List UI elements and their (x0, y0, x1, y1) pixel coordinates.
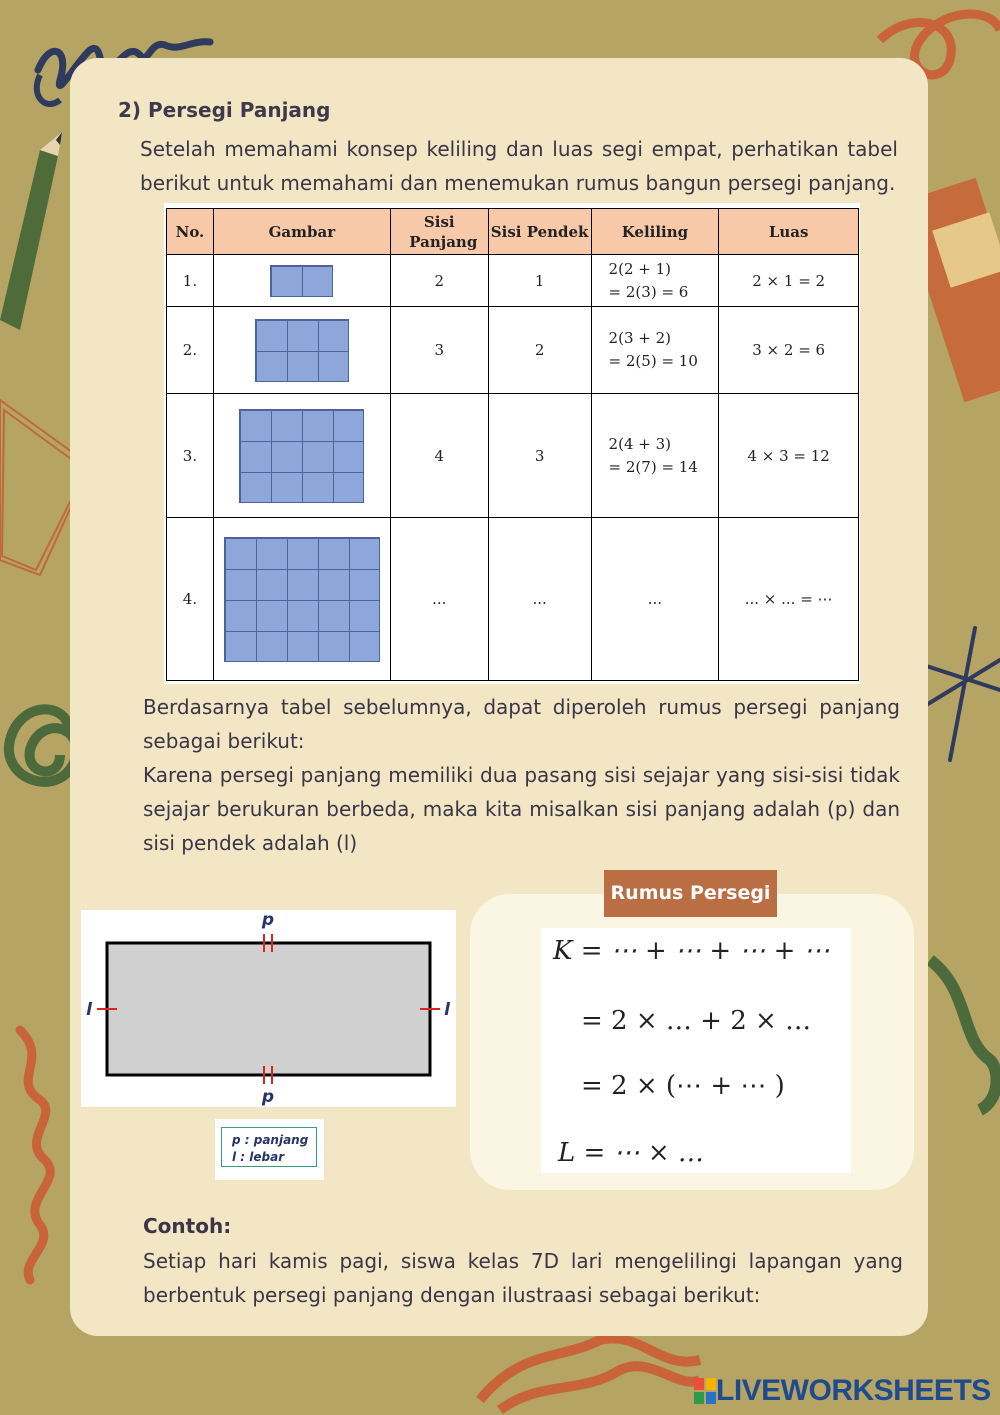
formula-k-line: K = ⋯ + ⋯ + ⋯ + ⋯ (553, 936, 830, 966)
pencil-icon (0, 132, 62, 330)
row-gambar (213, 307, 390, 394)
row-no: 4. (167, 518, 214, 681)
row-pendek: 2 (488, 307, 591, 394)
grid-rectangle (270, 265, 333, 297)
table-row (167, 255, 859, 307)
contoh-text: Setiap hari kamis pagi, siswa kelas 7D lari mengelilingi lapangan yang berbentuk persegi panjang dengan ilustraasi sebagai berikut: (143, 1249, 903, 1307)
label-left-l: l (86, 1000, 92, 1020)
row-gambar (213, 394, 390, 518)
rectangle-shape (107, 943, 430, 1075)
liveworksheets-icon (694, 1378, 716, 1404)
grid-rectangle (224, 537, 380, 662)
row-luas: 4 × 3 = 12 (719, 394, 859, 518)
row-keliling (591, 255, 719, 307)
row-luas: 3 × 2 = 6 (719, 307, 859, 394)
row-pendek: 3 (488, 394, 591, 518)
spiral-green-left (9, 709, 77, 781)
rectangle-figure (81, 910, 456, 1107)
keliling-line-2: = 2(5) = 10 (608, 352, 698, 370)
formula-paragraph-line-2: Karena persegi panjang memiliki dua pasang sisi sejajar yang sisi-sisi tidak sejajar berukuran berbeda, maka kita misalkan sisi panjang adalah (p) dan sisi pendek adalah (l) (143, 763, 900, 855)
scribble-orange-bottom (480, 1338, 700, 1410)
row-pendek: ... (488, 518, 591, 681)
main-content (70, 58, 928, 1336)
row-panjang: 4 (390, 394, 488, 518)
liveworksheets-text: LIVEWORKSHEETS (716, 1374, 991, 1407)
label-right-l: l (444, 1000, 450, 1020)
table-row (167, 394, 859, 518)
formula-paragraph (143, 690, 900, 860)
rumus-title: Rumus Persegi (604, 870, 777, 917)
row-luas: ... × ... = ⋯ (719, 518, 859, 681)
contoh-label: Contoh: (143, 1214, 232, 1238)
header-sisi-panjang-text: Sisi Panjang (409, 212, 478, 251)
header-keliling: Keliling (591, 209, 719, 255)
row-gambar (213, 518, 390, 681)
row-no: 1. (167, 255, 214, 307)
row-panjang: 3 (390, 307, 488, 394)
row-no: 3. (167, 394, 214, 518)
grid-rectangle (255, 319, 349, 382)
table-row (167, 307, 859, 394)
liveworksheets-logo[interactable] (694, 1374, 991, 1408)
row-gambar (213, 255, 390, 307)
legend-line-1: p : panjang (232, 1133, 309, 1147)
rectangle-diagram (81, 910, 456, 1107)
row-panjang: 2 (390, 255, 488, 307)
scribble-navy-loop (37, 75, 60, 104)
row-keliling (591, 394, 719, 518)
header-no: No. (167, 209, 214, 255)
row-panjang: ... (390, 518, 488, 681)
intro-paragraph: Setelah memahami konsep keliling dan luas segi empat, perhatikan tabel berikut untuk memahami dan menemukan rumus bangun persegi panjang. (140, 137, 898, 195)
keliling-line-2: = 2(7) = 14 (608, 457, 698, 476)
section-heading: 2) Persegi Panjang (118, 98, 331, 122)
data-table (166, 208, 859, 681)
header-sisi-panjang (390, 209, 488, 255)
row-pendek: 1 (488, 255, 591, 307)
keliling-line-2: = 2(3) = 6 (608, 282, 689, 301)
legend-line-2: l : lebar (232, 1150, 285, 1164)
row-no: 2. (167, 307, 214, 394)
keliling-line-1: 2(2 + 1) (608, 259, 671, 278)
label-bottom-p: p (261, 1087, 275, 1107)
formula-l-line: L = ⋯ × … (558, 1138, 704, 1168)
leaf-green-right (930, 960, 997, 1110)
row-luas: 2 × 1 = 2 (719, 255, 859, 307)
header-gambar: Gambar (213, 209, 390, 255)
table-header-row (167, 209, 859, 255)
formula-paragraph-line-1: Berdasarnya tabel sebelumnya, dapat diperoleh rumus persegi panjang sebagai berikut: (143, 695, 900, 753)
table-row (167, 518, 859, 681)
header-luas: Luas (719, 209, 859, 255)
row-keliling (591, 518, 719, 681)
formula-line-3: = 2 × (⋯ + ⋯ ) (581, 1071, 785, 1101)
keliling-line-1: 2(4 + 3) (608, 434, 671, 453)
grid-rectangle (239, 409, 364, 503)
header-sisi-pendek: Sisi Pendek (488, 209, 591, 255)
keliling-line-1: ... (647, 590, 663, 608)
figure-legend (215, 1119, 324, 1180)
formula-line-2: = 2 × … + 2 × … (581, 1006, 812, 1036)
keliling-line-1: 2(3 + 2) (608, 329, 671, 347)
scribble-orange-left (20, 1030, 50, 1280)
row-keliling (591, 307, 719, 394)
rectangle-table (164, 203, 860, 684)
formula-box (541, 928, 851, 1173)
legend-box (221, 1127, 317, 1167)
label-top-p: p (261, 910, 275, 930)
